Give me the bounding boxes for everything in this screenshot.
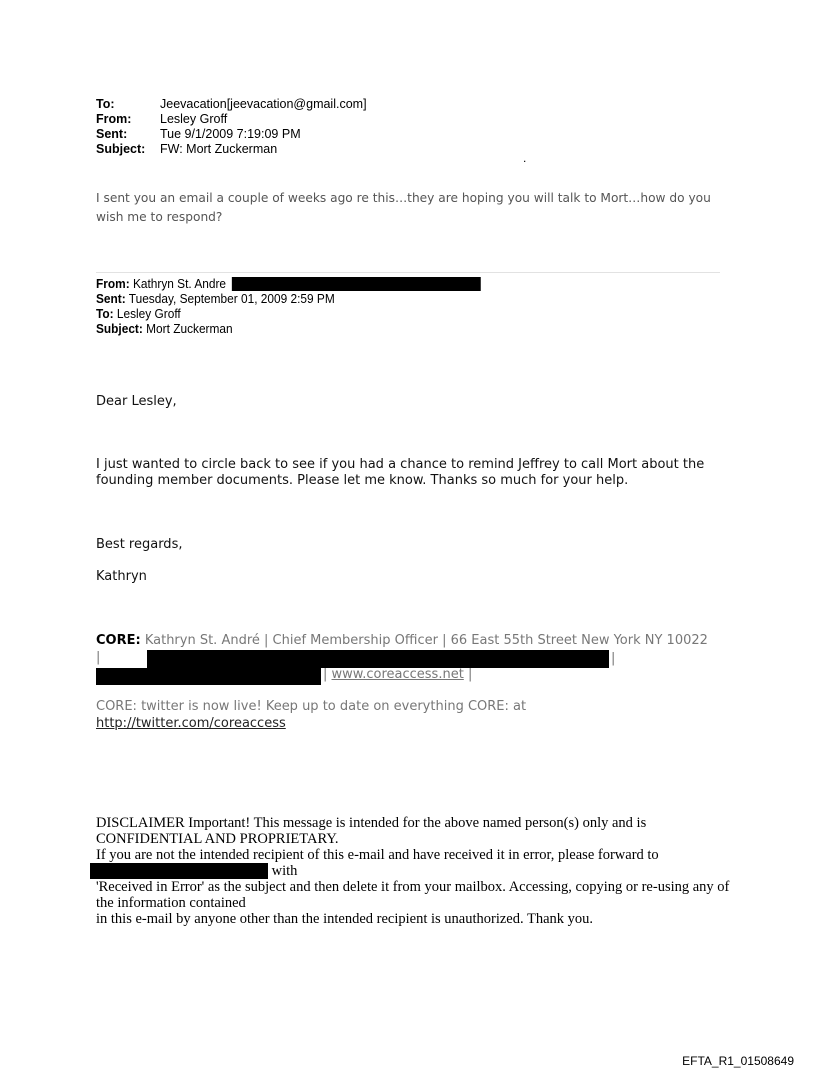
header-to-row: [96, 97, 367, 112]
fwd-to-label: To:: [96, 307, 114, 321]
disclaimer-line-3: 'Received in Error' as the subject and then delete it from your mailbox. Accessing, copying or re-using any of the information contained: [96, 879, 730, 911]
disclaimer-line-2: If you are not the intended recipient of this e-mail and have received it in error, please forward to: [96, 847, 659, 863]
from-value: Lesley Groff: [160, 112, 228, 126]
subject-value: FW: Mort Zuckerman: [160, 142, 278, 156]
greeting: Dear Lesley,: [96, 394, 177, 409]
redaction-box: [96, 668, 321, 685]
to-label: To:: [96, 97, 115, 111]
body-paragraph: I just wanted to circle back to see if you had a chance to remind Jeffrey to call Mort about the founding member documents. Please let me know. Thanks so much for your help.: [96, 457, 705, 488]
email-header: [96, 97, 367, 157]
to-value: Jeevacation[jeevacation@gmail.com]: [160, 97, 367, 111]
document-id: EFTA_R1_01508649: [682, 1054, 794, 1068]
fwd-to-row: [96, 307, 481, 322]
fwd-from-value: Kathryn St. Andre: [132, 277, 227, 291]
closing: Best regards,: [96, 537, 183, 552]
website-link[interactable]: www.coreaccess.net: [331, 667, 464, 682]
signature-pipe: |: [611, 651, 616, 666]
intro-message: I sent you an email a couple of weeks ago re this…they are hoping you will talk to Mort…how do you wish me to respond?: [96, 191, 711, 224]
disclaimer: [96, 815, 736, 927]
from-label: From:: [96, 112, 132, 126]
fwd-from-label: From:: [96, 277, 130, 291]
disclaimer-with-row: [96, 863, 736, 879]
twitter-text: CORE: twitter is now live! Keep up to date on everything CORE: at: [96, 699, 527, 714]
sender-name: Kathryn: [96, 569, 147, 584]
twitter-link[interactable]: http://twitter.com/coreaccess: [96, 716, 286, 731]
forwarded-header: [96, 277, 481, 337]
subject-label: Subject:: [96, 142, 146, 156]
fwd-from-row: [96, 277, 481, 292]
website-sep: |: [323, 667, 328, 682]
fwd-subject-value: Mort Zuckerman: [146, 322, 233, 336]
redaction-box: [90, 863, 268, 879]
divider: [96, 272, 720, 273]
header-subject-row: [96, 142, 367, 157]
fwd-subject-label: Subject:: [96, 322, 143, 336]
signature-details: Kathryn St. André | Chief Membership Officer | 66 East 55th Street New York NY 10022 |: [96, 633, 708, 665]
sent-value: Tue 9/1/2009 7:19:09 PM: [160, 127, 301, 141]
redaction-box: [232, 277, 481, 291]
fwd-to-value: Lesley Groff: [116, 307, 181, 321]
fwd-sent-value: Tuesday, September 01, 2009 2:59 PM: [128, 292, 335, 306]
disclaimer-with: with: [271, 863, 298, 879]
fwd-sent-row: [96, 292, 481, 307]
fwd-subject-row: [96, 322, 481, 337]
twitter-note: [96, 698, 716, 732]
website-end: |: [467, 667, 473, 682]
sent-label: Sent:: [96, 127, 128, 141]
disclaimer-line-1: DISCLAIMER Important! This message is intended for the above named person(s) only and is CONFIDENTIAL AND PROPRIETARY.: [96, 815, 647, 847]
disclaimer-line-4: in this e-mail by anyone other than the intended recipient is unauthorized. Thank you.: [96, 911, 594, 927]
website-line: [323, 666, 472, 683]
signature-org: CORE:: [96, 633, 141, 648]
stray-mark: .: [523, 151, 527, 165]
header-from-row: [96, 112, 367, 127]
header-sent-row: [96, 127, 367, 142]
fwd-sent-label: Sent:: [96, 292, 126, 306]
